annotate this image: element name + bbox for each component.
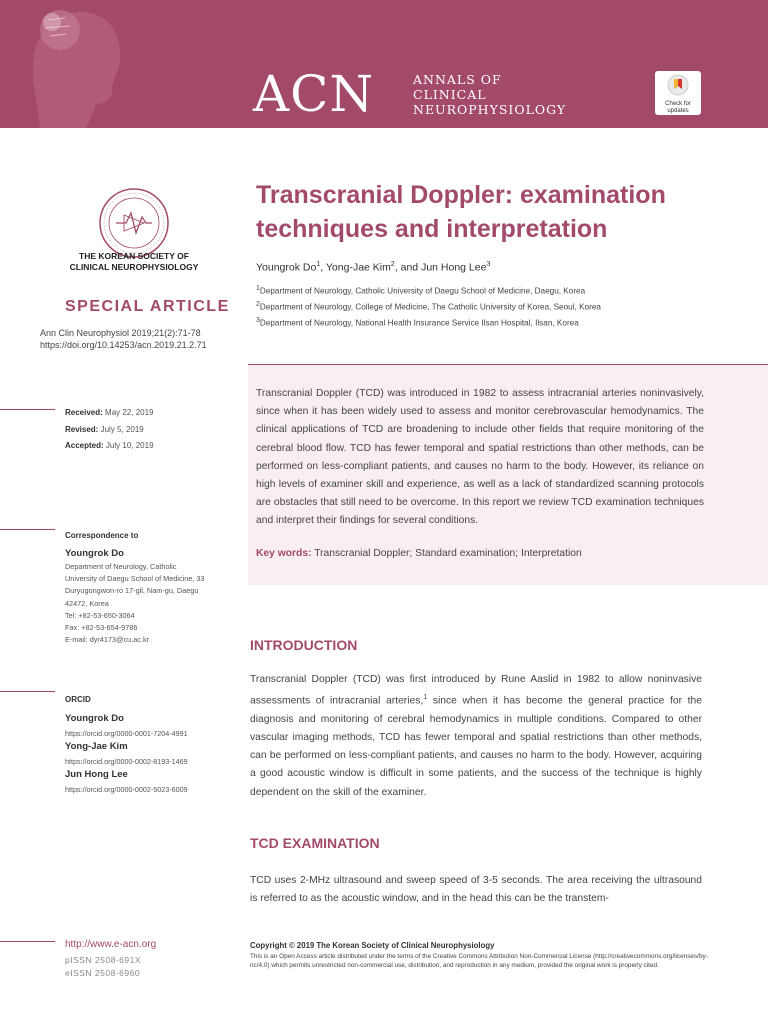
email-link[interactable]: E-mail: dyr4173@cu.ac.kr — [65, 635, 150, 645]
article-title — [256, 178, 736, 246]
orcid-heading: ORCID — [65, 695, 91, 704]
orcid-link[interactable]: https://orcid.org/0000-0002-5023-6009 — [65, 785, 188, 794]
eissn: eISSN 2508-6960 — [65, 968, 141, 978]
revised-label: Revised: — [65, 424, 99, 434]
affiliation: $^3$Department of Neurology, National Health Insurance Service Ilsan Hospital, Ilsan, Korea — [256, 317, 579, 328]
divider — [0, 409, 55, 410]
orcid-link[interactable]: https://orcid.org/0000-0001-7204-4991 — [65, 729, 188, 738]
check-for-updates-button[interactable] — [655, 71, 701, 115]
journal-acronym: ACN — [253, 65, 375, 123]
orcid-name: Youngrok Do — [65, 713, 124, 724]
introduction-paragraph: Transcranial Doppler (TCD) was first introduced by Rune Aaslid in 1982 to allow noninvasive assessments of intracranial arteries,$^1$ since when it has become the general practice for the diagnosis and monitoring of cerebral hemodynamics in multiple conditions. Compared to other vascular imaging methods, TCD has fewer temporal and spatial restrictions than other methods, can be performed on less-compliant patients, and causes no harm to the body. However, acquiring a good acoustic window is difficult in some patients, and the success of the technique is highly dependent on the skill of the examiner. — [250, 674, 702, 798]
author-name: Yong-Jae Kim — [325, 261, 391, 274]
affiliation: $^1$Department of Neurology, Catholic University of Daegu School of Medicine, Daegu, Korea — [256, 285, 586, 296]
article-title-line: Transcranial Doppler: examination — [256, 181, 666, 209]
journal-name-line: NEUROPHYSIOLOGY — [413, 102, 567, 117]
keywords-label: Key words: — [256, 548, 312, 559]
author-name: Jun Hong Lee — [421, 261, 487, 274]
divider — [0, 691, 55, 692]
citation-block — [40, 327, 207, 351]
journal-banner — [0, 0, 768, 128]
pissn: pISSN 2508-691X — [65, 955, 142, 965]
correspondence-address: Department of Neurology, Catholic University of Daegu School of Medicine, 33 Duryugongwon-ro 17-gil, Nam-gu, Daegu 42472, Korea Tel: +82-53-650-3064 Fax: +82-53-654-9786 E-mail: dyr4173@cu.ac.kr — [65, 561, 235, 646]
section-heading-introduction: INTRODUCTION — [250, 637, 358, 653]
divider — [0, 941, 55, 942]
reference-citation[interactable]: 1 — [423, 694, 428, 702]
accepted-label: Accepted: — [65, 441, 104, 450]
society-name — [40, 251, 228, 273]
received-date: Received: May 22, 2019 — [65, 408, 154, 417]
check-for-updates-label: updates — [667, 108, 689, 114]
journal-website-link[interactable]: http://www.e-acn.org — [65, 939, 157, 950]
check-for-updates-label: Check for — [665, 101, 691, 107]
correspondence-heading: Correspondence to — [65, 531, 139, 540]
journal-name-line: ANNALS OF — [413, 72, 502, 87]
orcid-link[interactable]: https://orcid.org/0000-0002-8193-1469 — [65, 757, 188, 766]
keywords: Key words: Transcranial Doppler; Standard examination; Interpretation — [256, 548, 582, 559]
author-name: Youngrok Do — [256, 261, 317, 274]
society-name-line: THE KOREAN SOCIETY OF — [79, 251, 189, 261]
correspondence-name: Youngrok Do — [65, 548, 124, 559]
affiliation: $^2$Department of Neurology, College of Medicine, The Catholic University of Korea, Seoul, Korea — [256, 301, 601, 312]
abstract-text: Transcranial Doppler (TCD) was introduced in 1982 to assess intracranial arteries noninvasively, since when it has been widely used to assess and monitor cerebrovascular hemodynamics. The clinical applications of TCD are broadening to include other fields that require monitoring of the cerebral blood flow. TCD has fewer temporal and spatial restrictions than other methods, can be performed on less-compliant patients, and causes no harm to the body. However, its reliance on high levels of examiner skill and experience, as well as a lack of standardized scanning protocols are obstacles that still need to be overcome. In this report we review TCD examination techniques and interpret their findings for several conditions. — [256, 388, 704, 527]
copyright-notice: Copyright © 2019 The Korean Society of Clinical Neurophysiology — [250, 941, 495, 950]
license-text: This is an Open Access article distributed under the terms of the Creative Commons Attribution Non-Commercial License (http://creativecommons.org/licenses/by-nc/4.0) which permits unrestricted non-commercial use, distribution, and reproduction in any medium, provided the original work is properly cited. — [250, 953, 708, 969]
author-list: Youngrok Do$^1$, Yong-Jae Kim$^2$, and Jun Hong Lee$^3$ — [256, 261, 491, 274]
article-dates — [65, 405, 154, 455]
journal-name-line: CLINICAL — [413, 87, 487, 102]
abstract-box — [248, 364, 768, 585]
article-title-line: techniques and interpretation — [256, 215, 608, 243]
orcid-name: Yong-Jae Kim — [65, 741, 128, 752]
head-silhouette-illustration — [0, 0, 150, 128]
crossmark-icon — [667, 74, 689, 96]
article-type-label: SPECIAL ARTICLE — [65, 298, 230, 315]
revised-date: Revised: July 5, 2019 — [65, 424, 144, 434]
section-heading-tcd-examination: TCD EXAMINATION — [250, 835, 380, 851]
tcd-paragraph: TCD uses 2-MHz ultrasound and sweep speed of 3-5 seconds. The area receiving the ultrasound is referred to as the acoustic window, and in the head this can be the transtem- — [250, 875, 702, 905]
accepted-date: Accepted: July 10, 2019 — [65, 441, 154, 450]
received-label: Received: — [65, 408, 103, 417]
citation: Ann Clin Neurophysiol 2019;21(2):71-78 — [40, 328, 201, 338]
orcid-name: Jun Hong Lee — [65, 769, 128, 780]
society-seal-logo — [98, 187, 170, 259]
society-name-line: CLINICAL NEUROPHYSIOLOGY — [69, 262, 199, 272]
divider — [0, 529, 55, 530]
journal-name — [413, 72, 566, 117]
doi-link[interactable]: https://doi.org/10.14253/acn.2019.21.2.71 — [40, 340, 207, 350]
